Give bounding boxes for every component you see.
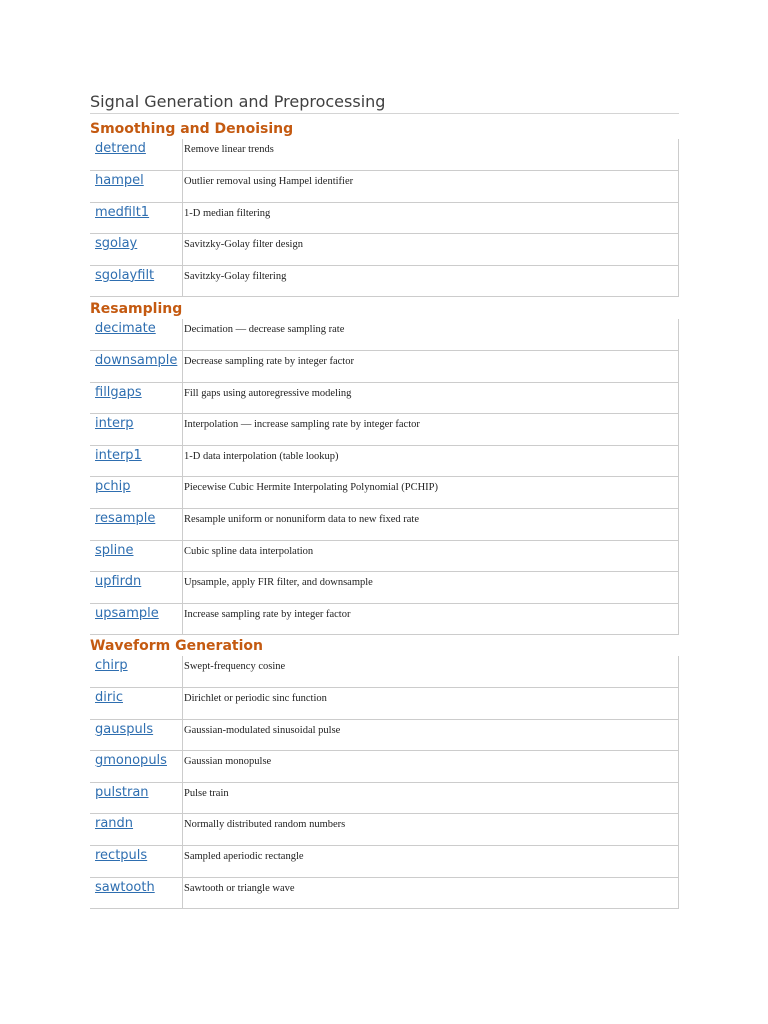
table-row: [90, 171, 679, 203]
function-link-gauspuls[interactable]: gauspuls: [95, 721, 154, 737]
function-link-medfilt1[interactable]: medfilt1: [95, 204, 150, 220]
function-description: Outlier removal using Hampel identifier: [184, 176, 354, 188]
table-row: [90, 877, 679, 909]
table-row: [90, 814, 679, 846]
function-link-hampel[interactable]: hampel: [95, 173, 144, 189]
function-link-pulstran[interactable]: pulstran: [95, 784, 149, 800]
function-link-fillgaps[interactable]: fillgaps: [95, 384, 142, 400]
function-link-decimate[interactable]: decimate: [95, 321, 156, 336]
function-description: Dirichlet or periodic sinc function: [184, 693, 327, 705]
section-heading: Smoothing and Denoising: [90, 121, 294, 137]
table-row: [90, 265, 679, 297]
table-row: [90, 234, 679, 266]
table-row: [90, 445, 679, 477]
function-description: 1-D data interpolation (table lookup): [184, 450, 339, 462]
table-row: [90, 540, 679, 572]
section-heading: Waveform Generation: [90, 638, 263, 654]
function-description: Sampled aperiodic rectangle: [184, 851, 304, 863]
page-title: Signal Generation and Preprocessing: [90, 92, 679, 114]
table-row: [90, 719, 679, 751]
function-description: Gaussian-modulated sinusoidal pulse: [184, 724, 341, 736]
table-row: [90, 846, 679, 878]
function-link-upsample[interactable]: upsample: [95, 605, 159, 621]
section-resampling: [90, 299, 679, 635]
table-row: [90, 351, 679, 383]
function-table: [90, 139, 679, 297]
table-row: [90, 382, 679, 414]
function-link-resample[interactable]: resample: [95, 511, 156, 527]
section-heading: Resampling: [90, 301, 183, 317]
function-description: Pulse train: [184, 787, 229, 799]
table-row: [90, 656, 679, 688]
function-description: Piecewise Cubic Hermite Interpolating Polynomial (PCHIP): [184, 482, 438, 494]
function-link-pchip[interactable]: pchip: [95, 479, 131, 495]
table-row: [90, 319, 679, 351]
function-description: Interpolation — increase sampling rate by integer factor: [184, 419, 420, 431]
table-row: [90, 751, 679, 783]
function-description: Savitzky-Golay filter design: [184, 239, 303, 251]
function-link-rectpuls[interactable]: rectpuls: [95, 848, 148, 864]
function-link-interp[interactable]: interp: [95, 416, 134, 432]
function-description: Resample uniform or nonuniform data to new fixed rate: [184, 514, 420, 526]
function-description: Decimation — decrease sampling rate: [184, 324, 345, 335]
table-row: [90, 477, 679, 509]
table-row: [90, 603, 679, 635]
function-table: [90, 319, 679, 635]
table-row: [90, 782, 679, 814]
function-link-sgolay[interactable]: sgolay: [95, 236, 138, 252]
function-link-downsample[interactable]: downsample: [95, 353, 178, 369]
function-link-detrend[interactable]: detrend: [95, 141, 146, 156]
function-table: [90, 656, 679, 909]
function-description: 1-D median filtering: [184, 207, 271, 219]
table-row: [90, 509, 679, 541]
function-description: Decrease sampling rate by integer factor: [184, 356, 354, 368]
function-link-diric[interactable]: diric: [95, 690, 123, 706]
function-description: Upsample, apply FIR filter, and downsample: [184, 577, 373, 589]
function-description: Remove linear trends: [184, 144, 274, 155]
function-description: Savitzky-Golay filtering: [184, 270, 287, 282]
function-link-sgolayfilt[interactable]: sgolayfilt: [95, 267, 155, 283]
table-row: [90, 688, 679, 720]
function-link-interp1[interactable]: interp1: [95, 447, 142, 463]
section-smoothing-and-denoising: [90, 119, 679, 297]
section-waveform-generation: [90, 636, 679, 909]
function-description: Sawtooth or triangle wave: [184, 882, 295, 894]
table-row: [90, 572, 679, 604]
table-row: [90, 202, 679, 234]
function-link-upfirdn[interactable]: upfirdn: [95, 574, 142, 590]
function-link-sawtooth[interactable]: sawtooth: [95, 879, 155, 895]
function-link-randn[interactable]: randn: [95, 816, 134, 832]
table-row: [90, 414, 679, 446]
function-link-chirp[interactable]: chirp: [95, 658, 128, 673]
function-link-spline[interactable]: spline: [95, 542, 134, 558]
table-row: [90, 139, 679, 171]
function-description: Increase sampling rate by integer factor: [184, 608, 351, 620]
function-description: Swept-frequency cosine: [184, 661, 286, 672]
function-description: Gaussian monopulse: [184, 756, 272, 768]
function-description: Normally distributed random numbers: [184, 819, 346, 831]
function-description: Fill gaps using autoregressive modeling: [184, 387, 352, 399]
function-link-gmonopuls[interactable]: gmonopuls: [95, 753, 167, 769]
function-description: Cubic spline data interpolation: [184, 545, 314, 557]
